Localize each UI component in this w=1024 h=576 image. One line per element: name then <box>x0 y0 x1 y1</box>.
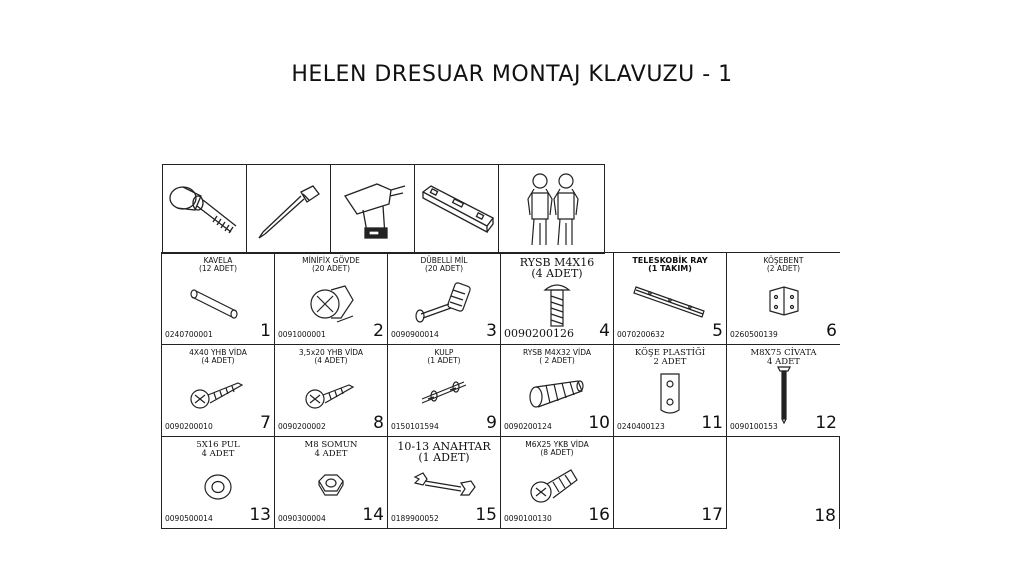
part-number: 4 <box>599 321 610 341</box>
corner-plastic-icon <box>655 370 685 416</box>
part-cell-3 <box>387 252 501 345</box>
nut-icon <box>311 465 351 505</box>
minifix-body-icon <box>301 276 361 326</box>
part-label: TELESKOBİK RAY (1 TAKIM) <box>632 256 708 273</box>
part-label: 5X16 PUL 4 ADET <box>196 440 240 459</box>
part-number: 9 <box>486 413 497 433</box>
part-cell-9 <box>387 344 501 437</box>
long-bolt-icon <box>522 373 592 413</box>
part-number: 14 <box>362 505 384 525</box>
part-number: 18 <box>814 506 836 526</box>
part-cell-8 <box>274 344 388 437</box>
part-cell-18 <box>726 436 840 529</box>
dowel-icon <box>188 281 248 321</box>
hammer-icon <box>165 174 245 244</box>
part-number: 16 <box>588 505 610 525</box>
part-code: 0090100153 <box>730 422 778 431</box>
wood-screw-icon <box>301 373 361 413</box>
tool-cell-drill <box>330 164 415 254</box>
tool-cell-hammer <box>162 164 247 254</box>
part-label: 10-13 ANAHTAR (1 ADET) <box>397 440 491 464</box>
part-label: RYSB M4X32 VİDA ( 2 ADET) <box>522 348 592 365</box>
part-label: M8X75 CİVATA 4 ADET <box>750 348 817 367</box>
part-cell-17 <box>613 436 727 529</box>
part-number: 15 <box>475 505 497 525</box>
part-code: 0090200124 <box>504 422 552 431</box>
drill-icon <box>333 174 413 244</box>
tools-row <box>162 164 605 254</box>
part-number: 8 <box>373 413 384 433</box>
part-code: 0189900052 <box>391 514 439 523</box>
part-label: DÜBELLİ MİL (20 ADET) <box>420 256 468 273</box>
spirit-level-icon <box>417 174 497 244</box>
part-code: 0090200010 <box>165 422 213 431</box>
telescopic-rail-icon <box>630 281 710 321</box>
part-cell-14 <box>274 436 388 529</box>
part-number: 1 <box>260 321 271 341</box>
part-cell-6 <box>726 252 840 345</box>
part-number: 5 <box>712 321 723 341</box>
part-cell-1 <box>161 252 275 345</box>
part-label: 3,5x20 YHB VİDA (4 ADET) <box>298 348 364 365</box>
part-cell-5 <box>613 252 727 345</box>
part-code: 0090900014 <box>391 330 439 339</box>
bolt-icon <box>537 280 577 330</box>
part-number: 17 <box>701 505 723 525</box>
wood-screw-icon <box>188 373 248 413</box>
corner-bracket-icon <box>764 281 804 321</box>
part-label: KULP (1 ADET) <box>427 348 461 365</box>
part-code: 0240400123 <box>617 422 665 431</box>
bolt-icon <box>527 462 587 508</box>
parts-grid <box>162 253 840 529</box>
part-code: 0090200126 <box>504 327 574 340</box>
part-code: 0070200632 <box>617 330 665 339</box>
wrench-icon <box>409 465 479 505</box>
part-cell-13 <box>161 436 275 529</box>
part-number: 6 <box>826 321 837 341</box>
part-cell-10 <box>500 344 614 437</box>
part-cell-2 <box>274 252 388 345</box>
part-number: 3 <box>486 321 497 341</box>
part-label: KÖŞE PLASTİĞİ 2 ADET <box>634 348 706 367</box>
long-screw-icon <box>774 365 794 423</box>
part-label: M6X25 YKB VİDA (8 ADET) <box>525 440 589 457</box>
tool-cell-screwdriver <box>246 164 331 254</box>
part-number: 7 <box>260 413 271 433</box>
part-code: 0090300004 <box>278 514 326 523</box>
part-code: 0150101594 <box>391 422 439 431</box>
tool-cell-people <box>498 164 605 254</box>
part-label: KAVELA (12 ADET) <box>198 256 237 273</box>
screwdriver-icon <box>249 174 329 244</box>
part-cell-16 <box>500 436 614 529</box>
part-code: 0090200002 <box>278 422 326 431</box>
part-cell-4 <box>500 252 614 345</box>
tool-cell-level <box>414 164 499 254</box>
part-cell-7 <box>161 344 275 437</box>
part-code: 0240700001 <box>165 330 213 339</box>
part-code: 0090500014 <box>165 514 213 523</box>
part-label: MİNİFİX GÖVDE (20 ADET) <box>302 256 360 273</box>
part-code: 0090100130 <box>504 514 552 523</box>
part-number: 13 <box>249 505 271 525</box>
two-people-icon <box>512 169 592 249</box>
part-code: 0091000001 <box>278 330 326 339</box>
part-cell-15 <box>387 436 501 529</box>
dowel-pin-icon <box>409 276 479 326</box>
handle-icon <box>414 373 474 413</box>
part-number: 11 <box>701 413 723 433</box>
part-label: KÖŞEBENT (2 ADET) <box>763 256 804 273</box>
part-number: 12 <box>815 413 837 433</box>
part-label: M8 SOMUN 4 ADET <box>304 440 358 459</box>
part-code: 0260500139 <box>730 330 778 339</box>
part-number: 10 <box>588 413 610 433</box>
page-title: HELEN DRESUAR MONTAJ KLAVUZU - 1 <box>291 62 733 87</box>
washer-icon <box>198 465 238 505</box>
part-label: 4X40 YHB VİDA (4 ADET) <box>189 348 247 365</box>
part-number: 2 <box>373 321 384 341</box>
part-cell-11 <box>613 344 727 437</box>
part-label: RYSB M4X16 (4 ADET) <box>519 256 595 280</box>
part-cell-12 <box>726 344 840 437</box>
